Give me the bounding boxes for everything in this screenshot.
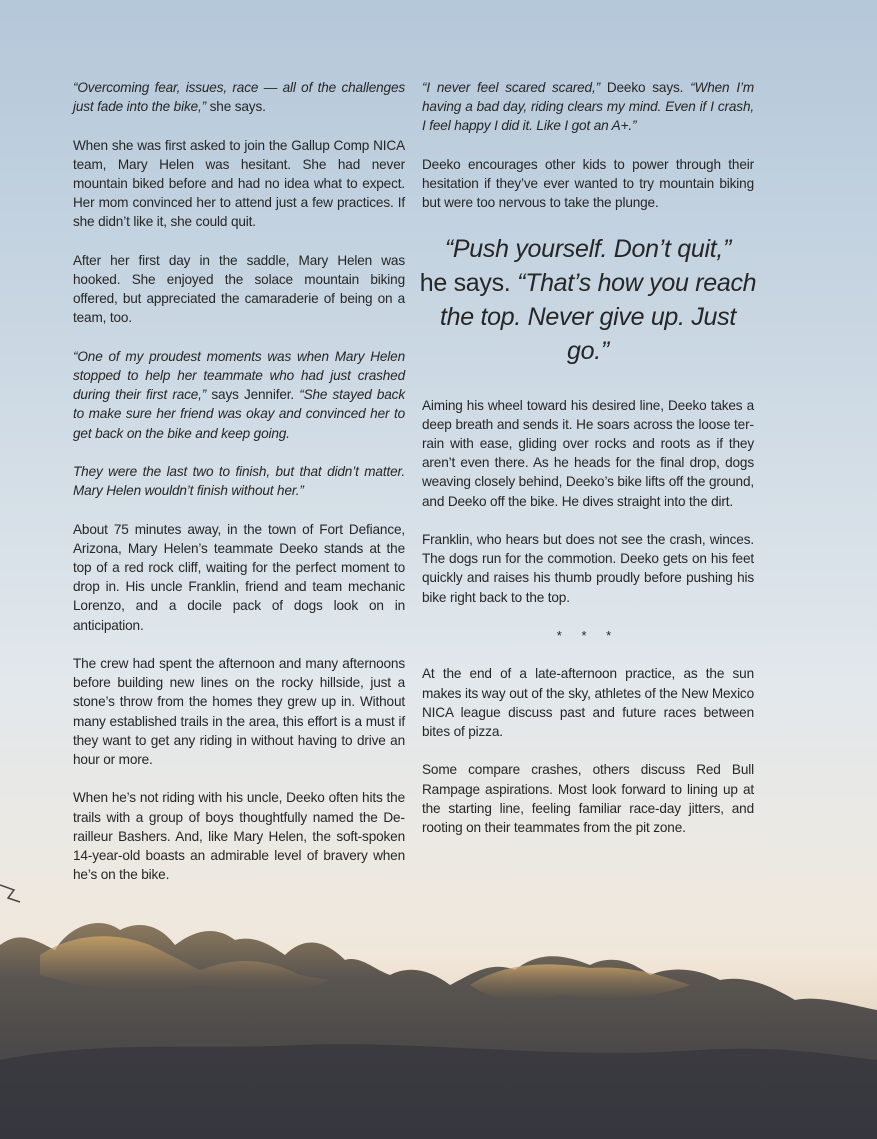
paragraph: After her first day in the saddle, Mary Helen was hooked. She enjoyed the solace mountain biking offered, but appreciated the camaraderie of being on a team, too.: [73, 252, 405, 326]
pull-quote-attribution: he says.: [419, 268, 518, 297]
paragraph: [73, 462, 405, 500]
pull-quote-text: “That’s how you reach the top. Never give up. Just go.”: [440, 268, 757, 365]
quote-text: “One of my proudest moments was when Mary Helen stopped to help her teammate who had just crashed during their first race,”: [73, 348, 405, 403]
attribution: Deeko says.: [599, 80, 691, 95]
quote-text: “I never feel scared scared,”: [422, 80, 600, 95]
paragraph: Some compare crashes, others discuss Red Bull Rampage aspirations. Most look forward to lining up at the starting line, feeling familiar race-day jitters, and rooting on their teammates from the pit zone.: [422, 762, 754, 835]
pull-quote: [416, 232, 760, 368]
paragraph: [422, 78, 754, 136]
left-column: [73, 78, 405, 904]
quote-text: “She stayed back to make sure her friend was okay and convinced her to get back on the bike and keep going.: [73, 387, 405, 441]
quote-text: “Overcoming fear, issues, race — all of the challenges just fade into the bike,”: [73, 80, 405, 115]
paragraph: At the end of a late-afternoon practice, as the sun makes its way out of the sky, athletes of the New Mexico NICA league discuss past and future races between bites of pizza.: [422, 666, 754, 739]
quote-text: They were the last two to finish, but that didn’t matter. Mary Helen wouldn’t finish without her.”: [73, 464, 405, 499]
paragraph: Deeko encourages other kids to power through their hesitation if they’ve ever wanted to try mountain biking but were too nervous to take the plunge.: [422, 156, 754, 211]
paragraph: Franklin, who hears but does not see the crash, winces. The dogs run for the commotion. Deeko gets on his feet quickly and raises his thumb proudly before pushing his bike right back to the top.: [422, 532, 754, 605]
paragraph: [73, 78, 405, 116]
section-separator: * * *: [556, 628, 620, 643]
pull-quote-text: “Push yourself. Don’t quit,”: [444, 234, 732, 263]
attribution: she says.: [206, 99, 266, 115]
paragraph: The crew had spent the afternoon and many afternoons before building new lines on the rocky hillside, just a stone’s throw from the homes they grew up in. Without many established trails in the area, this effort is a must if they want to get any riding in without having to drive an hour or more.: [73, 656, 405, 768]
paragraph: Aiming his wheel toward his desired line, Deeko takes a deep breath and sends it. He soars across the loose terrain with ease, gliding over rocks and roots as if they aren’t even there. As he heads for the final drop, dogs weaving closely behind, Deeko’s bike lifts off the ground, and Deeko off the bike. He dives straight into the dirt.: [422, 397, 754, 509]
quote-text: “When I’m having a bad day, riding clears my mind. Even if I crash, I feel happy I did it. Like I got an A+.”: [422, 80, 755, 134]
paragraph: [73, 347, 405, 443]
paragraph: About 75 minutes away, in the town of Fort Defiance, Arizona, Mary Helen’s teammate Deeko stands at the top of a red rock cliff, waiting for the perfect moment to drop in. His uncle Franklin, friend and team mechanic Lorenzo, and a docile pack of dogs look on in anticipation.: [73, 521, 405, 633]
paragraph: When she was first asked to join the Gallup Comp NICA team, Mary Helen was hesitant. She had never mountain biked before and had no idea what to expect. Her mom convinced her to attend just a few practices. If she didn’t like it, she could quit.: [73, 137, 405, 230]
right-column: [419, 78, 757, 856]
paragraph: When he’s not riding with his uncle, Deeko often hits the trails with a group of boys thoughtfully named the Derailleur Bashers. And, like Mary Helen, the soft-spoken 14-year-old boasts an admirable level of bravery when he’s on the bike.: [73, 790, 405, 883]
attribution: says Jennifer.: [206, 387, 300, 403]
